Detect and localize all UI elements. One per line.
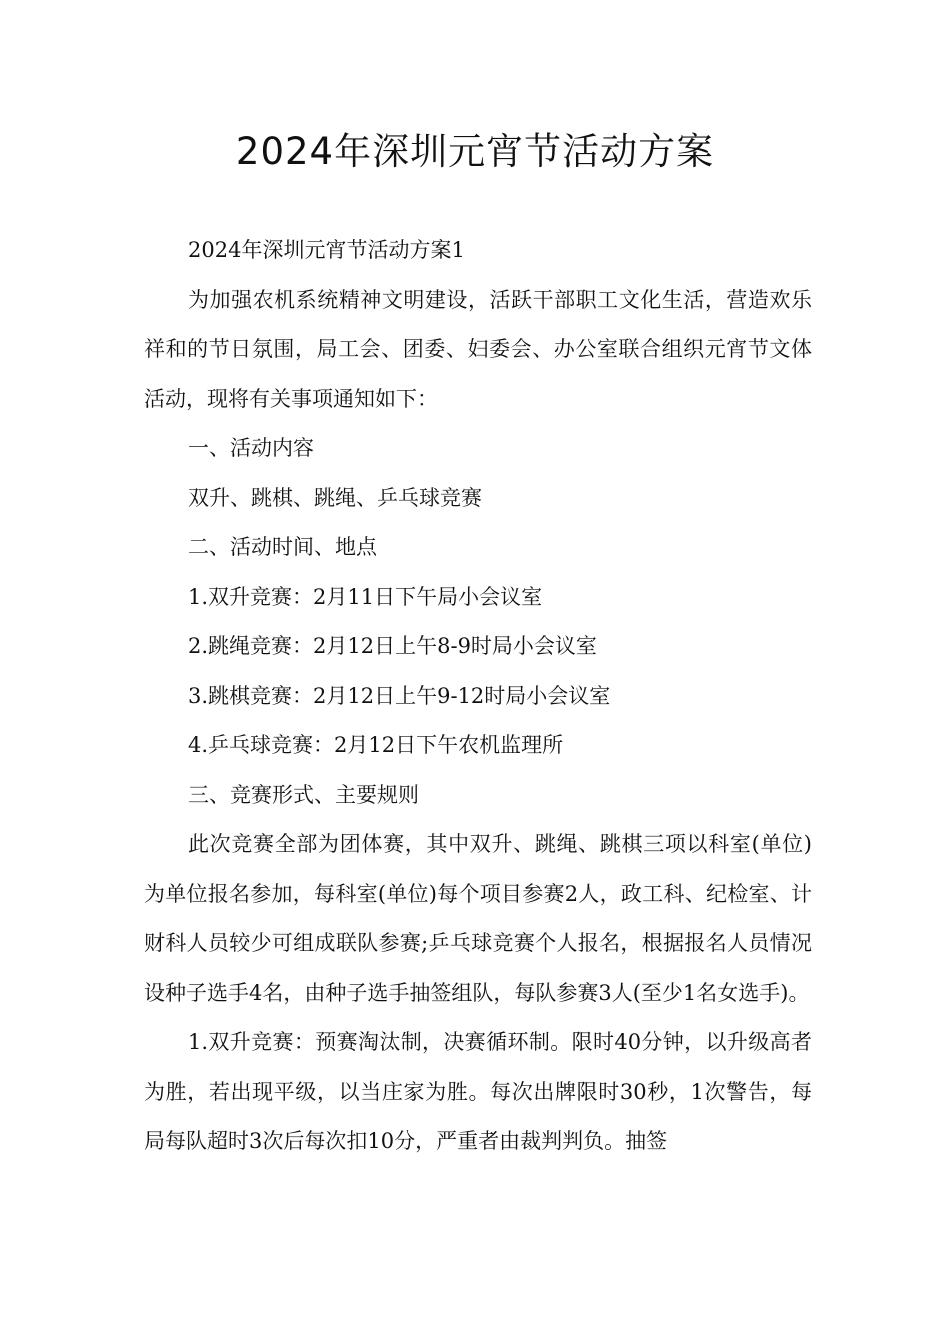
paragraph-intro: 为加强农机系统精神文明建设，活跃干部职工文化生活，营造欢乐祥和的节日氛围，局工会、团委、妇委会、办公室联合组织元宵节文体活动，现将有关事项通知如下： [144, 287, 812, 411]
document-title: 2024年深圳元宵节活动方案 [235, 130, 715, 173]
paragraph-competition-format: 此次竞赛全部为团体赛，其中双升、跳绳、跳棋三项以科室(单位)为单位报名参加，每科室(单位)每个项目参赛2人，政工科、纪检室、计财科人员较少可组成联队参赛;乒乓球竞赛个人报名，根据报名人员情况设种子选手4名，由种子选手抽签组队，每队参赛3人(至少1名女选手)。 [144, 832, 812, 1005]
paragraph-subtitle: 2024年深圳元宵节活动方案1 [188, 238, 465, 262]
section-heading-rules: 三、竞赛形式、主要规则 [188, 782, 419, 807]
section-heading-time-place: 二、活动时间、地点 [188, 535, 377, 559]
schedule-item-4: 4.乒乓球竞赛：2月12日下午农机监理所 [188, 733, 564, 757]
schedule-item-2: 2.跳绳竞赛：2月12日上午8-9时局小会议室 [188, 634, 597, 658]
schedule-item-1: 1.双升竞赛：2月11日下午局小会议室 [188, 584, 543, 609]
section-heading-content: 一、活动内容 [188, 436, 314, 460]
paragraph-rule-1: 1.双升竞赛：预赛淘汰制，决赛循环制。限时40分钟，以升级高者为胜，若出现平级，以当庄家为胜。每次出牌限时30秒，1次警告，每局每队超时3次后每次扣10分，严重者由裁判判负。抽签 [144, 1030, 812, 1153]
paragraph-activities: 双升、跳棋、跳绳、乒乓球竞赛 [188, 485, 482, 510]
document-body [144, 226, 812, 1167]
schedule-item-3: 3.跳棋竞赛：2月12日上午9-12时局小会议室 [188, 683, 611, 708]
